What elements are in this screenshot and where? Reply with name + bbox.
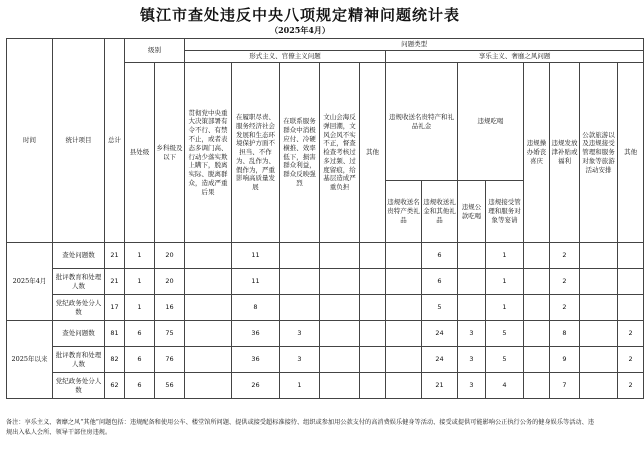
cell-f4 <box>320 373 360 399</box>
cell-f1 <box>185 347 232 373</box>
cell-f2: 8 <box>232 295 280 321</box>
table-row <box>7 347 644 373</box>
header-hedonism-group: 享乐主义、奢靡之风问题 <box>386 51 644 63</box>
cell-total: 21 <box>105 269 125 295</box>
cell-h2b: 4 <box>486 373 524 399</box>
cell-h4: 2 <box>550 295 580 321</box>
cell-f3 <box>280 243 320 269</box>
cell-h2b: 1 <box>486 243 524 269</box>
cell-f2: 11 <box>232 269 280 295</box>
table-row <box>7 295 644 321</box>
statistics-table <box>6 38 644 399</box>
cell-h1b: 5 <box>422 295 458 321</box>
cell-h2a <box>458 243 486 269</box>
row-item-label: 查处问题数 <box>53 321 105 347</box>
cell-h4: 2 <box>550 243 580 269</box>
header-formalism-group: 形式主义、官僚主义问题 <box>185 51 386 63</box>
footnote: 备注：享乐主义、奢靡之风“其他”问题包括：违规配备和使用公车、楼堂馆所问题、提供或接受超标准接待、组织或参加用公款支付的高消费娱乐健身等活动、接受或提供可能影响公正执行公务的健身娱乐等活动、违规出入私人会所、领导干部住房违规。 <box>6 419 594 436</box>
cell-f4 <box>320 321 360 347</box>
cell-h4: 9 <box>550 347 580 373</box>
cell-f1 <box>185 269 232 295</box>
header-level-township: 乡科级及以下 <box>155 63 185 243</box>
header-total: 总计 <box>105 39 125 243</box>
header-hedonism-gifts: 违规收送名贵特产和礼品礼金 <box>386 63 458 181</box>
cell-h-other <box>618 269 644 295</box>
header-problem-type: 问题类型 <box>185 39 644 51</box>
row-item-label: 批评教育和处理人数 <box>53 269 105 295</box>
header-dining-banquet: 违规接受管理和服务对象等宴请 <box>486 181 524 243</box>
table-row <box>7 269 644 295</box>
header-item: 统计项目 <box>53 39 105 243</box>
cell-h3 <box>524 269 550 295</box>
cell-f3: 3 <box>280 321 320 347</box>
header-dining-public: 违规公款吃喝 <box>458 181 486 243</box>
cell-h-other: 2 <box>618 321 644 347</box>
cell-h1b: 21 <box>422 373 458 399</box>
table-row <box>7 373 644 399</box>
cell-f2: 36 <box>232 347 280 373</box>
cell-township: 20 <box>155 269 185 295</box>
header-hedonism-subsidies: 违规发放津补贴或福利 <box>550 63 580 243</box>
cell-f3: 3 <box>280 347 320 373</box>
cell-h-other: 2 <box>618 373 644 399</box>
cell-h3 <box>524 295 550 321</box>
cell-h1a <box>386 347 422 373</box>
cell-h5 <box>580 269 618 295</box>
header-level: 级别 <box>125 39 185 63</box>
cell-h3 <box>524 347 550 373</box>
cell-h-other: 2 <box>618 347 644 373</box>
table-row <box>7 243 644 269</box>
header-hedonism-weddings: 违规操办婚丧喜庆 <box>524 63 550 243</box>
cell-total: 17 <box>105 295 125 321</box>
cell-f4 <box>320 269 360 295</box>
document-title: 镇江市查处违反中央八项规定精神问题统计表 <box>139 6 460 24</box>
cell-f1 <box>185 295 232 321</box>
cell-h3 <box>524 321 550 347</box>
header-gifts-specialty: 违规收送名贵特产类礼品 <box>386 181 422 243</box>
cell-h3 <box>524 373 550 399</box>
row-item-label: 党纪政务处分人数 <box>53 295 105 321</box>
cell-h2a <box>458 269 486 295</box>
cell-f2: 26 <box>232 373 280 399</box>
cell-f-other <box>360 347 386 373</box>
cell-h1a <box>386 243 422 269</box>
cell-h4: 7 <box>550 373 580 399</box>
cell-f4 <box>320 243 360 269</box>
header-formalism-other: 其他 <box>360 63 386 243</box>
cell-h5 <box>580 295 618 321</box>
cell-total: 62 <box>105 373 125 399</box>
cell-county: 6 <box>125 347 155 373</box>
cell-h-other <box>618 295 644 321</box>
cell-h2b: 5 <box>486 321 524 347</box>
cell-f-other <box>360 373 386 399</box>
cell-h4: 8 <box>550 321 580 347</box>
cell-h5 <box>580 321 618 347</box>
cell-h2a <box>458 295 486 321</box>
cell-f2: 36 <box>232 321 280 347</box>
cell-h1a <box>386 321 422 347</box>
cell-h5 <box>580 243 618 269</box>
period-label: 2025年以来 <box>7 321 53 399</box>
cell-h2a: 3 <box>458 373 486 399</box>
cell-total: 81 <box>105 321 125 347</box>
cell-h1a <box>386 295 422 321</box>
cell-f1 <box>185 373 232 399</box>
table-body <box>7 243 644 399</box>
header-hedonism-travel: 公款旅游以及违规接受管理和服务对象等旅游活动安排 <box>580 63 618 243</box>
cell-f3: 1 <box>280 373 320 399</box>
header-hedonism-other: 其他 <box>618 63 644 243</box>
cell-h2b: 1 <box>486 269 524 295</box>
cell-county: 6 <box>125 321 155 347</box>
cell-h2a: 3 <box>458 321 486 347</box>
cell-total: 21 <box>105 243 125 269</box>
cell-township: 56 <box>155 373 185 399</box>
cell-township: 20 <box>155 243 185 269</box>
cell-h1b: 6 <box>422 269 458 295</box>
table-row <box>7 321 644 347</box>
row-item-label: 批评教育和处理人数 <box>53 347 105 373</box>
cell-f-other <box>360 269 386 295</box>
cell-f3 <box>280 269 320 295</box>
cell-f4 <box>320 347 360 373</box>
header-hedonism-dining: 违规吃喝 <box>458 63 524 181</box>
cell-county: 1 <box>125 295 155 321</box>
row-item-label: 查处问题数 <box>53 243 105 269</box>
cell-h2b: 5 <box>486 347 524 373</box>
header-formalism-4: 文山会海反弹回潮，文风会风不实不正，督查检查考核过多过频、过度留痕，给基层造成严重负担 <box>320 63 360 243</box>
cell-county: 1 <box>125 269 155 295</box>
cell-f-other <box>360 321 386 347</box>
cell-h1b: 24 <box>422 321 458 347</box>
cell-h4: 2 <box>550 269 580 295</box>
header-formalism-3: 在联系服务群众中消极应付、冷硬横推、效率低下，损害群众利益，群众反映强烈 <box>280 63 320 243</box>
cell-f4 <box>320 295 360 321</box>
cell-h2a: 3 <box>458 347 486 373</box>
cell-county: 1 <box>125 243 155 269</box>
header-time: 时间 <box>7 39 53 243</box>
cell-h1a <box>386 373 422 399</box>
cell-f2: 11 <box>232 243 280 269</box>
cell-h-other <box>618 243 644 269</box>
cell-total: 82 <box>105 347 125 373</box>
cell-county: 6 <box>125 373 155 399</box>
cell-township: 76 <box>155 347 185 373</box>
cell-f1 <box>185 321 232 347</box>
header-formalism-1: 贯彻党中央重大决策部署有令不行、有禁不止，或者表态多调门高、行动少落实欺上瞒下，脱离实际、脱离群众，造成严重后果 <box>185 63 232 243</box>
header-level-county: 县处级 <box>125 63 155 243</box>
cell-f3 <box>280 295 320 321</box>
cell-f-other <box>360 295 386 321</box>
cell-h1b: 6 <box>422 243 458 269</box>
cell-h3 <box>524 243 550 269</box>
cell-h5 <box>580 347 618 373</box>
header-gifts-cash: 违规收送礼金和其他礼品 <box>422 181 458 243</box>
document-subtitle: （2025年4月） <box>270 25 330 35</box>
cell-h1b: 24 <box>422 347 458 373</box>
cell-h1a <box>386 269 422 295</box>
row-item-label: 党纪政务处分人数 <box>53 373 105 399</box>
header-formalism-2: 在履职尽责、服务经济社会发展和生态环境保护方面不担当、不作为、乱作为、假作为，严重影响高质量发展 <box>232 63 280 243</box>
cell-township: 75 <box>155 321 185 347</box>
period-label: 2025年4月 <box>7 243 53 321</box>
cell-h5 <box>580 373 618 399</box>
cell-f-other <box>360 243 386 269</box>
cell-township: 16 <box>155 295 185 321</box>
cell-f1 <box>185 243 232 269</box>
cell-h2b: 1 <box>486 295 524 321</box>
